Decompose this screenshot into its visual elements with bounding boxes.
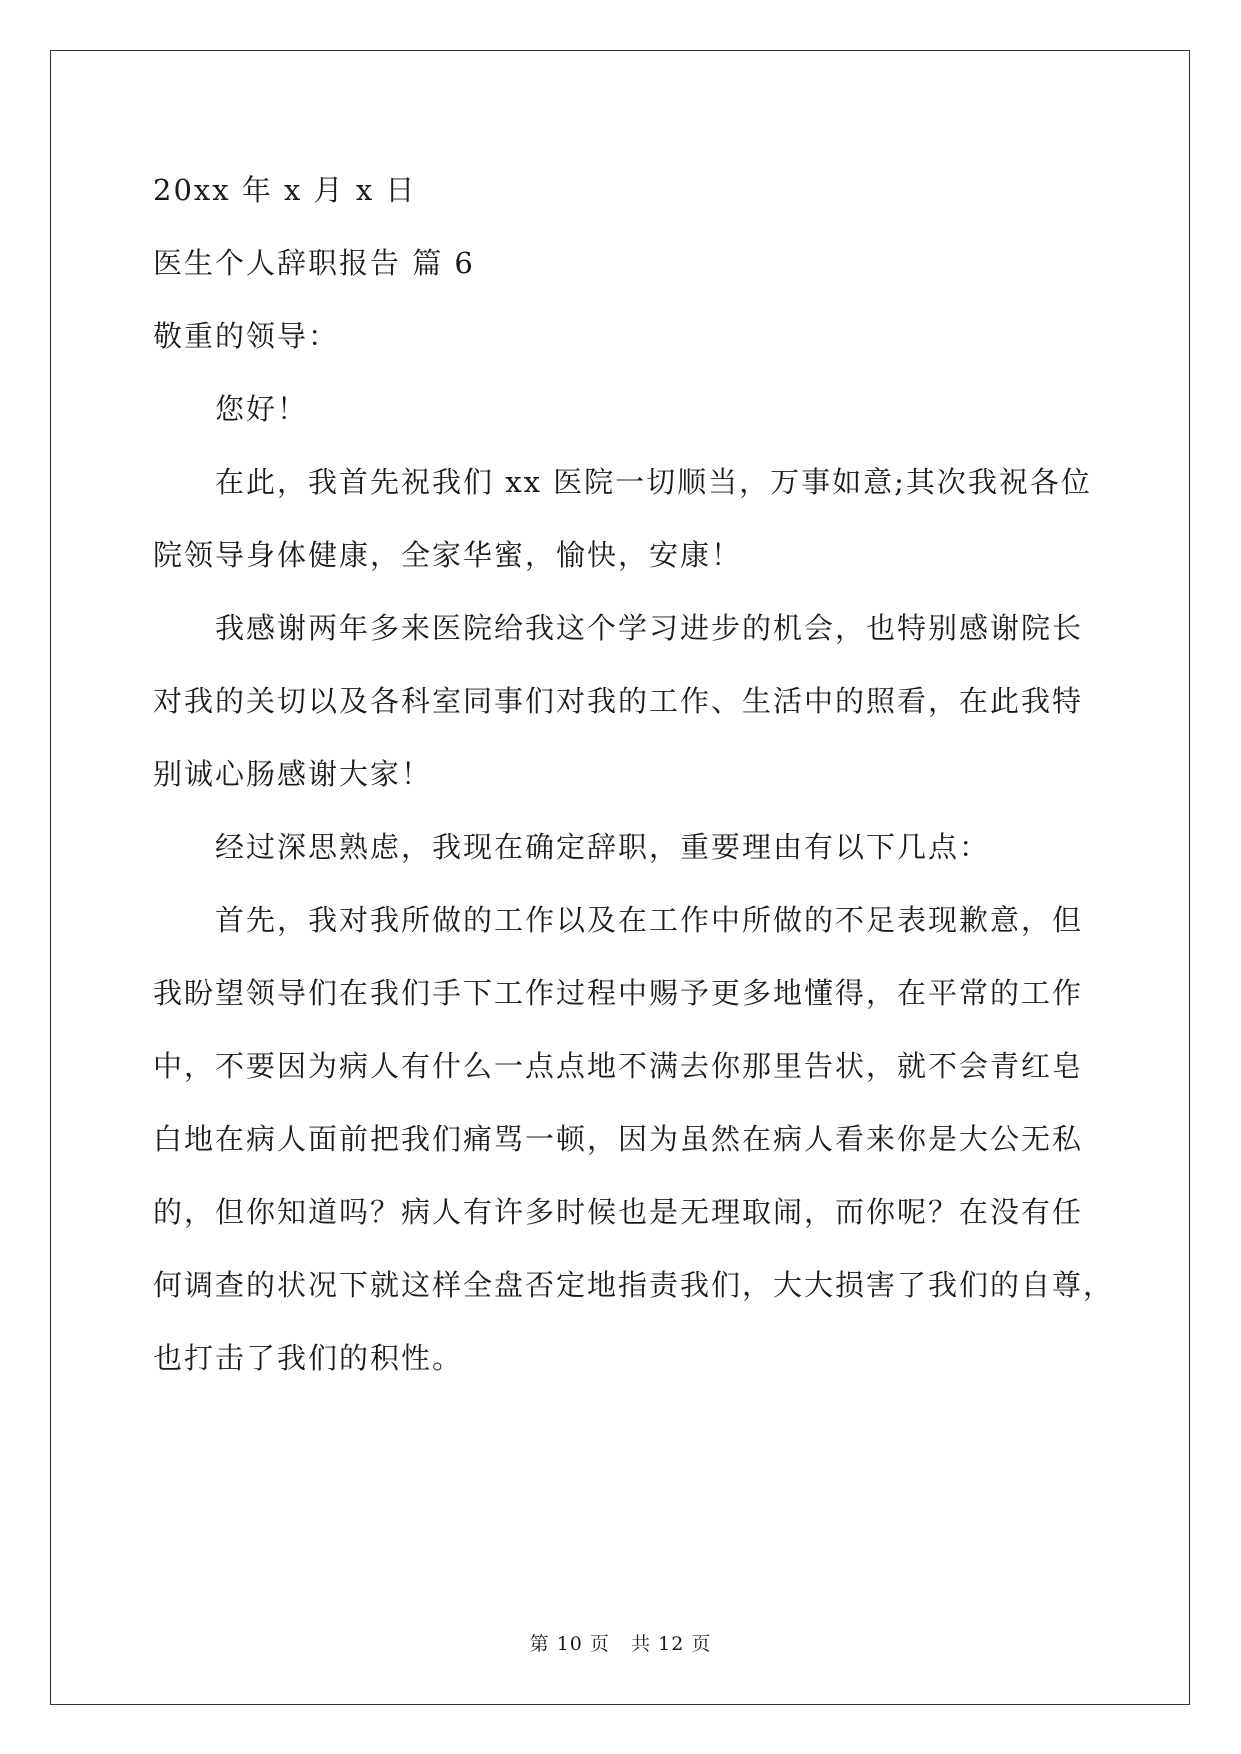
paragraph-2-line-3: 别诚心肠感谢大家！: [153, 757, 433, 791]
paragraph-4-line-3: 中，不要因为病人有什么一点点地不满去你那里告状，就不会青红皂: [153, 1049, 1084, 1083]
document-title: 医生个人辞职报告 篇 6: [153, 246, 475, 280]
paragraph-4-line-2: 我盼望领导们在我们手下工作过程中赐予更多地懂得，在平常的工作: [153, 976, 1084, 1010]
paragraph-4-line-4: 白地在病人面前把我们痛骂一顿，因为虽然在病人看来你是大公无私: [153, 1122, 1084, 1156]
paragraph-3-line-1: 经过深思熟虑，我现在确定辞职，重要理由有以下几点：: [215, 830, 991, 864]
date-line: 20xx 年 x 月 x 日: [153, 173, 417, 207]
salutation: 敬重的领导：: [153, 319, 340, 353]
total-pages: 共 12 页: [631, 1633, 712, 1655]
paragraph-4-line-1: 首先，我对我所做的工作以及在工作中所做的不足表现歉意，但: [215, 903, 1084, 937]
greeting: 您好！: [215, 392, 309, 426]
page-number: 第 10 页: [529, 1633, 610, 1655]
paragraph-4-line-7: 也打击了我们的积性。: [153, 1341, 464, 1375]
paragraph-2-line-2: 对我的关切以及各科室同事们对我的工作、生活中的照看，在此我特: [153, 684, 1084, 718]
paragraph-1-line-2: 院领导身体健康，全家华蜜，愉快，安康！: [153, 538, 743, 572]
page-border: [50, 50, 1190, 1705]
paragraph-4-line-5: 的，但你知道吗？病人有许多时候也是无理取闹，而你呢？在没有任: [153, 1195, 1084, 1229]
paragraph-1-line-1: 在此，我首先祝我们 xx 医院一切顺当，万事如意;其次我祝各位: [215, 465, 1092, 499]
paragraph-4-line-6: 何调查的状况下就这样全盘否定地指责我们，大大损害了我们的自尊，: [153, 1268, 1115, 1302]
paragraph-2-line-1: 我感谢两年多来医院给我这个学习进步的机会，也特别感谢院长: [215, 611, 1084, 645]
page-footer: [0, 1632, 1241, 1656]
